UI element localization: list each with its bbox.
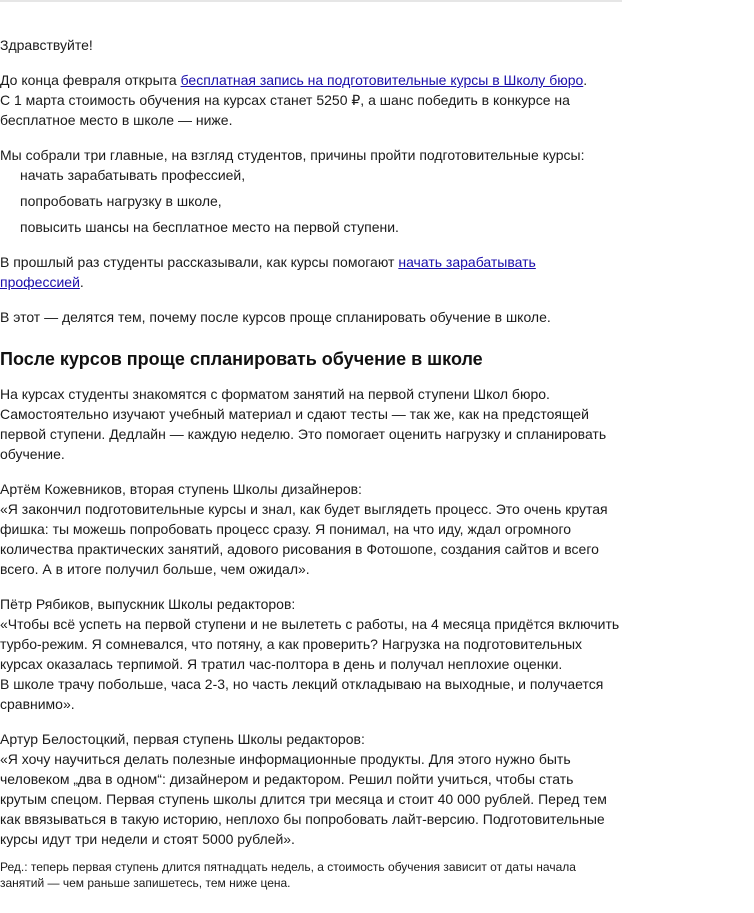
top-divider xyxy=(0,0,622,2)
testimonial-quote: «Я закончил подготовительные курсы и знал, как будет выглядеть процесс. Это очень крутая фишка: ты можешь попробовать процесс сразу. Я понимал, на что иду, ждал огромного количества практических занятий, адового рисования в Фотошопе, создания сайтов и всего всего. А в итоге получил больше, чем ожидал». xyxy=(0,501,608,577)
testimonial xyxy=(0,729,622,849)
testimonial-quote: «Чтобы всё успеть на первой ступени и не вылететь с работы, на 4 месяца придётся включить турбо-режим. Я сомневался, что потяну, а как проверить? Нагрузка на подготовительных курсах оказалась терпимой. Я тратил час-полтора в день и получал неплохие оценки. xyxy=(0,616,620,672)
last-time-paragraph xyxy=(0,252,622,292)
article-body xyxy=(0,35,622,906)
intro-period: . xyxy=(583,72,588,88)
testimonial-quote-continuation: В школе трачу побольше, часа 2-3, но часть лекций откладываю на выходные, и получается сравнимо». xyxy=(0,676,604,712)
testimonial-author: Пётр Рябиков, выпускник Школы редакторов: xyxy=(0,596,296,612)
intro-text: До конца февраля открыта xyxy=(0,72,181,88)
intro-paragraph xyxy=(0,70,622,130)
section-intro: На курсах студенты знакомятся с форматом занятий на первой ступени Школ бюро. Самостоятельно изучают учебный материал и сдают тесты — так же, как на предстоящей первой ступени. Дедлайн — каждую неделю. Это помогает оценить нагрузку и спланировать обучение. xyxy=(0,386,607,462)
free-enrollment-link[interactable]: бесплатная запись на подготовительные курсы в Школу бюро xyxy=(180,72,584,88)
start-earning-link[interactable]: начать зарабатывать профессией xyxy=(0,254,536,290)
testimonial-quote: «Я хочу научиться делать полезные информационные продукты. Для этого нужно быть человеком „два в одном“: дизайнером и редактором. Решил пойти учиться, чтобы стать крутым спецом. Первая ступень школы длится три месяца и стоит 40 000 рублей. Перед тем как ввязываться в такую историю, неплохо бы попробовать лайт-версию. Подготовительные курсы идут три недели и стоят 5000 рублей». xyxy=(0,751,607,847)
testimonial-author: Артём Кожевников, вторая ступень Школы дизайнеров: xyxy=(0,481,362,497)
section-heading: После курсов проще спланировать обучение в школе xyxy=(0,349,483,369)
editor-note: Ред.: теперь первая ступень длится пятнадцать недель, а стоимость обучения зависит от даты начала занятий — чем раньше запишетесь, тем ниже цена. xyxy=(0,860,576,890)
list-item: повысить шансы на бесплатное место на первой ступени. xyxy=(20,219,399,235)
price-info: С 1 марта стоимость обучения на курсах станет 5250 ₽, а шанс победить в конкурсе на бесплатное место в школе — ниже. xyxy=(0,92,570,128)
testimonial xyxy=(0,479,622,579)
list-item: начать зарабатывать профессией, xyxy=(20,167,246,183)
testimonial xyxy=(0,594,622,714)
reasons-intro: Мы собрали три главные, на взгляд студентов, причины пройти подготовительные курсы: xyxy=(0,147,585,163)
last-time-period: . xyxy=(79,274,84,290)
testimonial-author: Артур Белостоцкий, первая ступень Школы редакторов: xyxy=(0,731,365,747)
last-time-text: В прошлый раз студенты рассказывали, как курсы помогают xyxy=(0,254,399,270)
greeting: Здравствуйте! xyxy=(0,37,93,53)
reasons-list xyxy=(0,165,622,237)
list-item: попробовать нагрузку в школе, xyxy=(20,193,222,209)
this-time-paragraph: В этот — делятся тем, почему после курсов проще спланировать обучение в школе. xyxy=(0,309,551,325)
